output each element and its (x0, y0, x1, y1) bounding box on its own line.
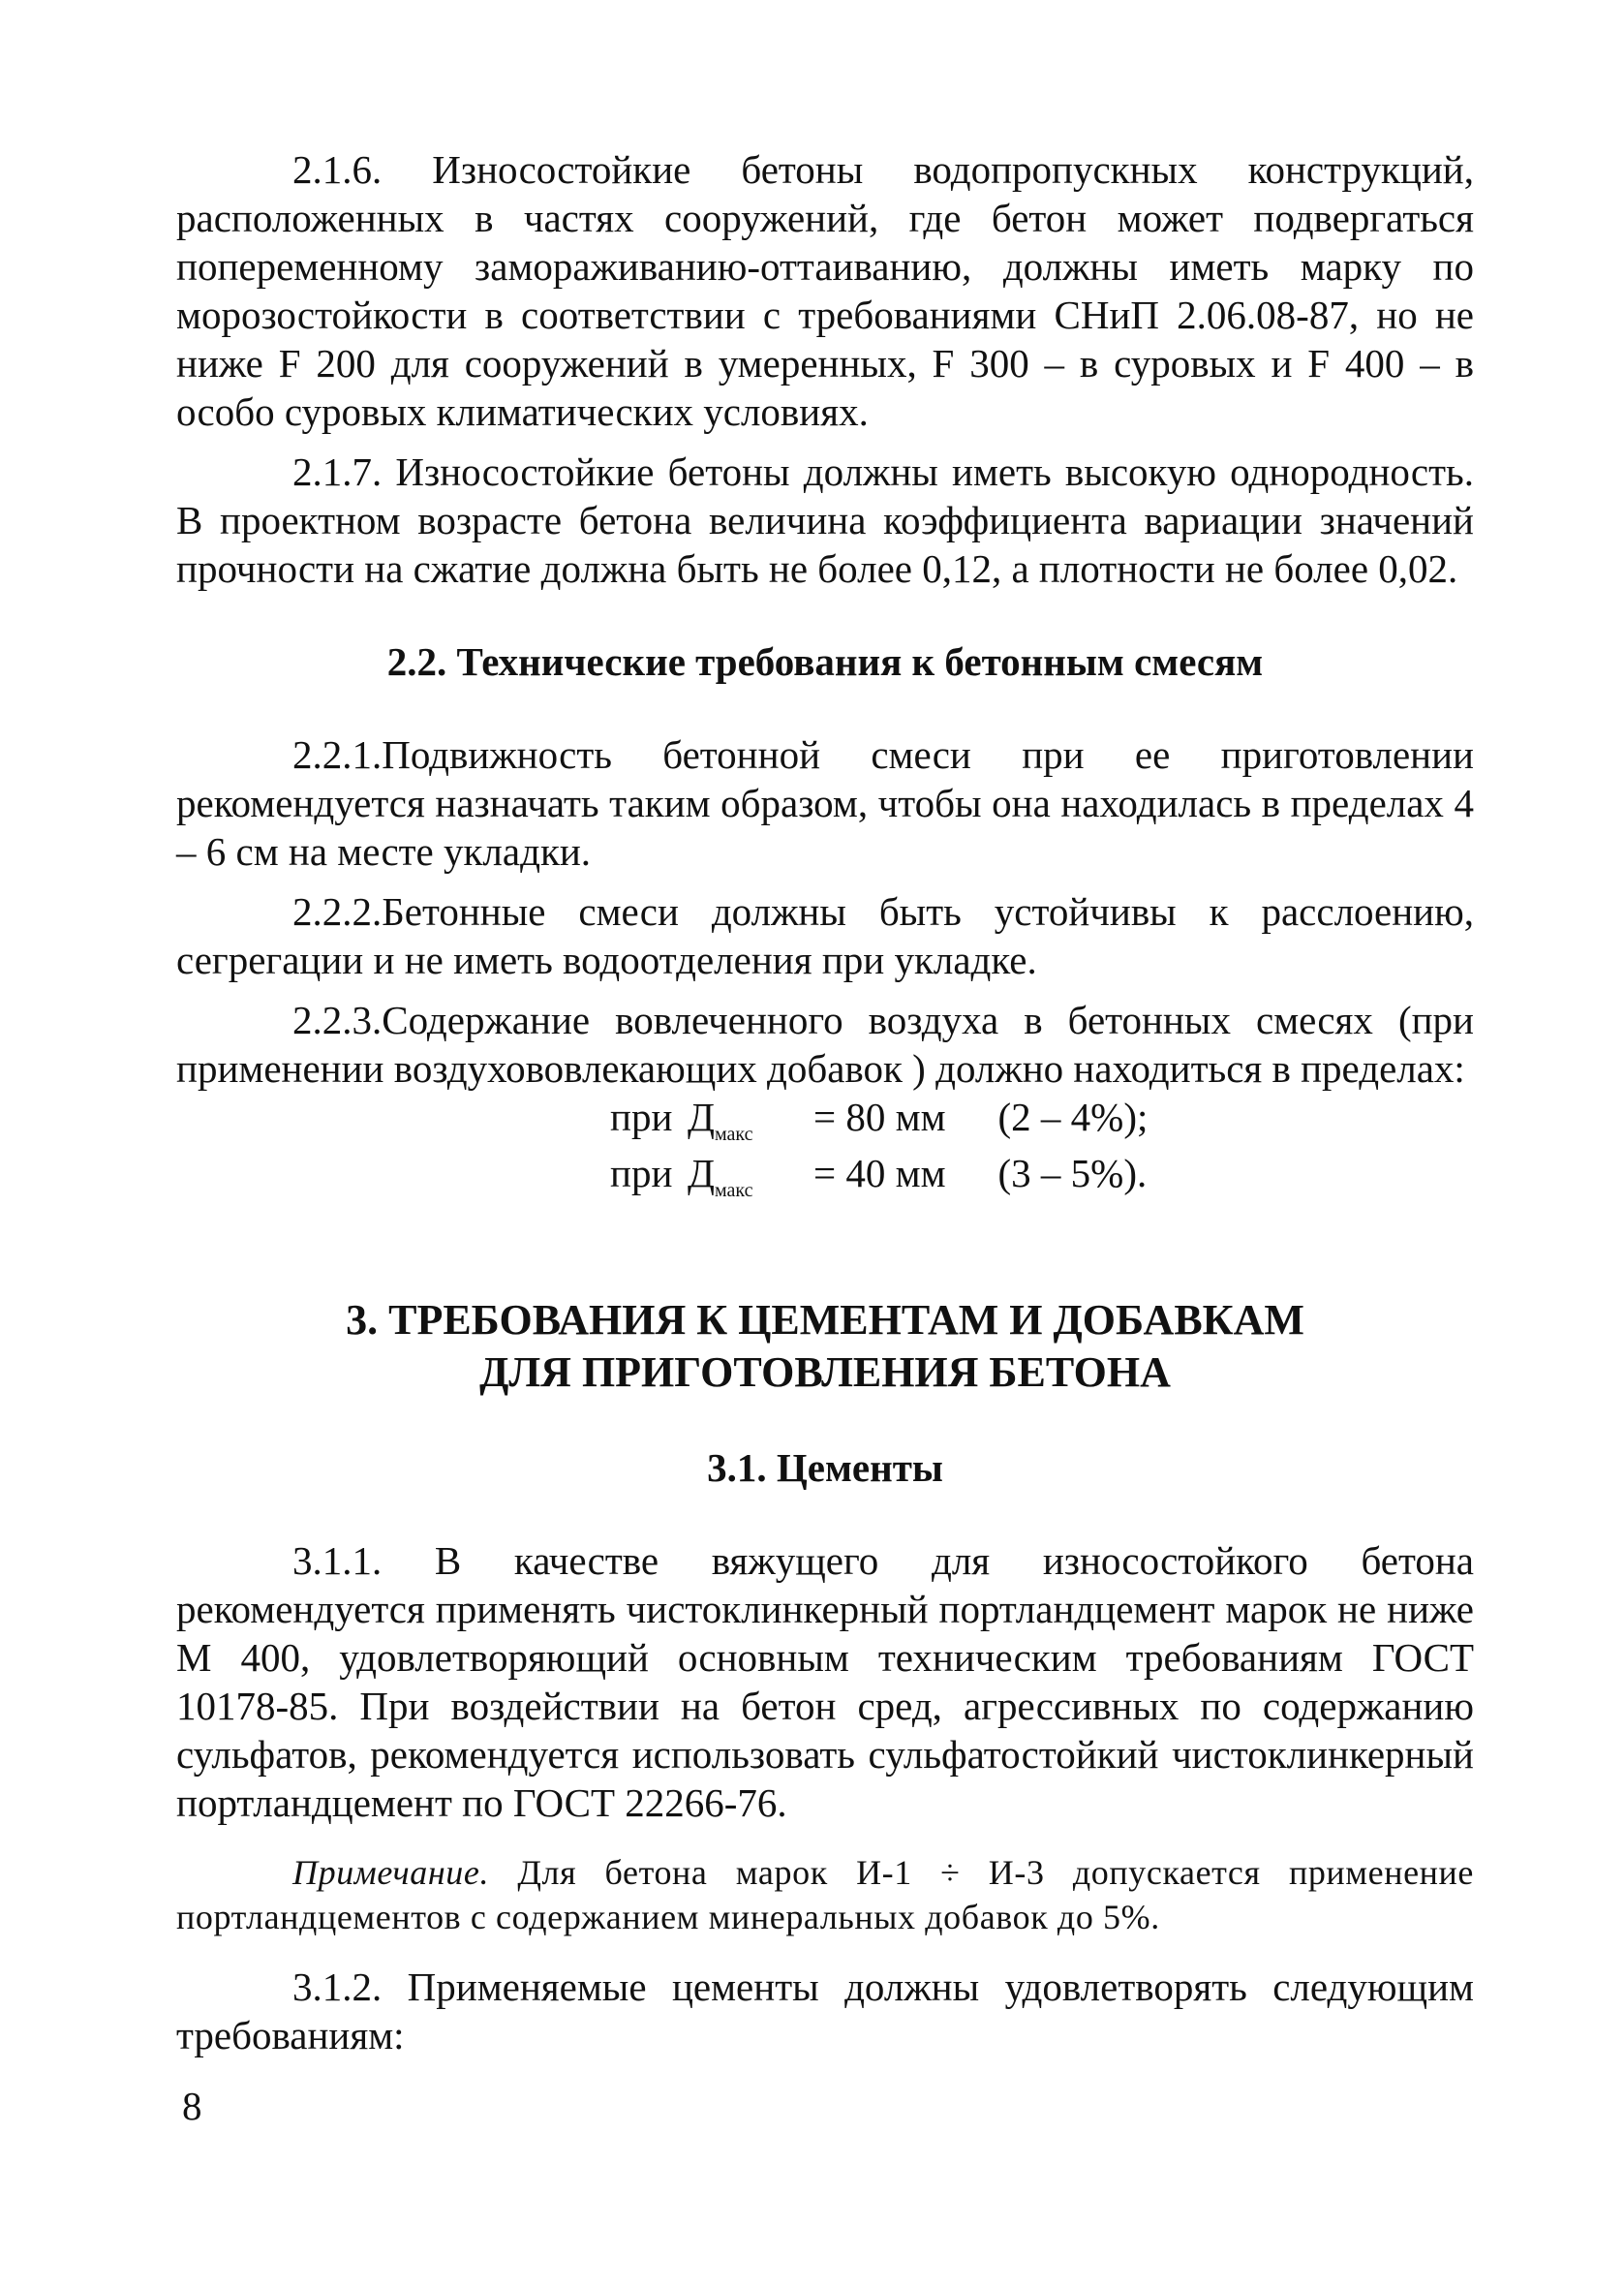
paragraph-2-2-3: 2.2.3.Содержание вовлеченного воздуха в бетонных смесях (при применении воздухововлекающих добавок ) должно находиться в пределах: (176, 998, 1474, 1091)
formula-line-2 (610, 1149, 1474, 1205)
section-heading-3-1: 3.1. Цементы (707, 1445, 943, 1490)
note-label: Примечание. (292, 1853, 490, 1892)
page-number: 8 (182, 2084, 202, 2128)
formula-d-symbol: Д (688, 1151, 715, 1195)
formula-pri: при (610, 1151, 673, 1195)
paragraph-2-2-2: 2.2.2.Бетонные смеси должны быть устойчивы к расслоению, сегрегации и не иметь водоотделения при укладке. (176, 889, 1474, 982)
paragraph-3-1-1: 3.1.1. В качестве вяжущего для износостойкого бетона рекомендуется применять чистоклинкерный портландцемент марок не ниже М 400, удовлетворяющий основным техническим требованиям ГОСТ 10178-85. При воздействии на бетон сред, агрессивных по содержанию сульфатов, рекомендуется использовать сульфатостойкий чистоклинкерный портландцемент по ГОСТ 22266-76. (176, 1538, 1474, 1825)
formula-range: (3 – 5%). (997, 1151, 1148, 1195)
document-page (176, 145, 1474, 2059)
paragraph-2-1-7: 2.1.7. Износостойкие бетоны должны иметь высокую однородность. В проектном возрасте бетона величина коэффициента вариации значений прочности на сжатие должна быть не более 0,12, а плотности не более 0,02. (176, 449, 1474, 591)
formula-subscript: макс (714, 1180, 753, 1201)
note-text: Для бетона марок И-1 ÷ И-3 допускается применение портландцементов с содержанием минеральных добавок до 5%. (176, 1853, 1474, 1936)
note-paragraph (176, 1850, 1474, 1939)
formula-pri: при (610, 1095, 673, 1139)
formula-d-symbol: Д (688, 1095, 715, 1139)
paragraph-3-1-2: 3.1.2. Применяемые цементы должны удовлетворять следующим требованиям: (176, 1964, 1474, 2057)
paragraph-2-2-1: 2.2.1.Подвижность бетонной смеси при ее приготовлении рекомендуется назначать таким образом, чтобы она находилась в пределах 4 – 6 см на месте укладки. (176, 732, 1474, 874)
formula-range: (2 – 4%); (997, 1095, 1149, 1139)
paragraph-2-1-6: 2.1.6. Износостойкие бетоны водопропускных конструкций, расположенных в частях сооружений, где бетон может подвергаться попеременному замораживанию-оттаиванию, должны иметь марку по морозостойкости в соответствии с требованиями СНиП 2.06.08-87, но не ниже F 200 для сооружений в умеренных, F 300 – в суровых и F 400 – в особо суровых климатических условиях. (176, 147, 1474, 434)
chapter-heading-line-2: ДЛЯ ПРИГОТОВЛЕНИЯ БЕТОНА (479, 1348, 1171, 1396)
formula-line-1 (610, 1093, 1474, 1149)
formula-value: = 80 мм (813, 1095, 946, 1139)
formula-subscript: макс (714, 1124, 753, 1145)
formula-value: = 40 мм (813, 1151, 946, 1195)
chapter-heading-line-1: 3. ТРЕБОВАНИЯ К ЦЕМЕНТАМ И ДОБАВКАМ (346, 1296, 1304, 1344)
section-heading-2-2: 2.2. Технические требования к бетонным смесям (386, 639, 1264, 684)
